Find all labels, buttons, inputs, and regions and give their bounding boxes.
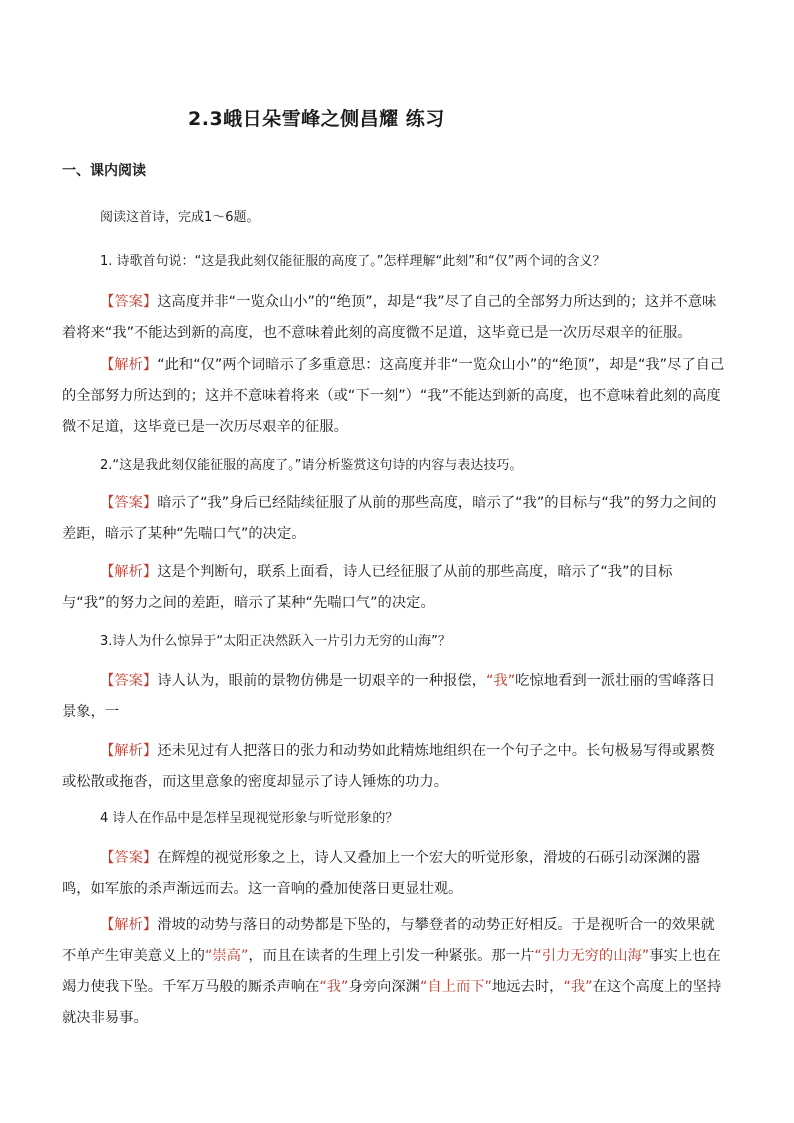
answer-text: 诗人认为，眼前的景物仿佛是一切艰辛的一种报偿， [157,673,487,689]
question-3: 3.诗人为什么惊异于“太阳正决然跃入一片引力无穷的山海”？ [100,634,451,649]
page-title: 2.3峨日朵雪峰之侧昌耀 练习 [188,108,445,130]
q2-answer [62,488,726,550]
analysis-highlight: “崇高” [204,948,249,964]
analysis-highlight: “我” [319,979,349,995]
analysis-tag: 【解析】 [100,564,158,580]
analysis-text: ，而且在读者的生理上引发一种紧张。那一片 [248,948,535,964]
answer-text: 这高度并非“一览众山小”的“绝顶”，却是“我”尽了自己的全部努力所达到的；这并不意味着将来“我”不能达到新的高度，也不意味着此刻的高度微不足道，这毕竟已是一次历尽艰辛的征服。 [62,294,717,341]
q4-answer [62,843,726,905]
section-heading: 一、课内阅读 [62,163,146,179]
analysis-tag: 【解析】 [100,917,158,933]
analysis-text: “此和“仅”两个词暗示了多重意思：这高度并非“一览众山小”的“绝顶”，却是“我”尽了自己的全部努力所达到的；这并不意味着将来（或“下一刻”）“我”不能达到新的高度，也不意味着此刻的高度微不足道，这毕竟已是一次历尽艰辛的征服。 [62,357,725,435]
q1-answer [62,287,726,349]
q3-analysis [62,736,726,798]
analysis-text: 这是个判断句，联系上面看，诗人已经征服了从前的那些高度，暗示了“我”的目标与“我”的努力之间的差距，暗示了某种“先喘口气”的决定。 [62,564,673,611]
analysis-highlight: “引力无穷的山海” [534,948,650,964]
analysis-text: 地远去时， [491,979,564,995]
reading-instruction: 阅读这首诗，完成1～6题。 [100,210,260,225]
analysis-highlight: “自上而下” [419,979,492,995]
analysis-text: 身旁向深渊 [348,979,420,995]
answer-text: 在辉煌的视觉形象之上，诗人又叠加上一个宏大的听觉形象，滑坡的石砾引动深渊的嚣鸣，如军旅的杀声渐远而去。这一音响的叠加使落日更显壮观。 [62,850,701,897]
answer-tag: 【答案】 [100,850,158,866]
analysis-text: 事实上也在竭力使我下坠。千军万马般的厮杀声响在 [62,948,721,995]
q4-analysis [62,910,726,1034]
q3-answer [62,666,726,728]
analysis-tag: 【解析】 [100,743,158,759]
analysis-text: 滑坡的动势与落日的动势都是下坠的，与攀登者的动势正好相反。于是视听合一的效果就不单产生审美意义上的 [62,917,715,964]
analysis-tag: 【解析】 [100,357,158,373]
question-1: 1. 诗歌首句说：“这是我此刻仅能征服的高度了。”怎样理解“此刻”和“仅”两个词的含义？ [100,254,606,269]
answer-highlight: “我” [486,673,516,689]
analysis-highlight: “我” [563,979,593,995]
q1-analysis [62,350,726,443]
answer-tag: 【答案】 [100,673,158,689]
question-2: 2.“这是我此刻仅能征服的高度了。”请分析鉴赏这句诗的内容与表达技巧。 [100,458,523,473]
answer-text: 暗示了“我”身后已经陆续征服了从前的那些高度，暗示了“我”的目标与“我”的努力之间的差距，暗示了某种“先喘口气”的决定。 [62,495,717,542]
analysis-text: 还未见过有人把落日的张力和动势如此精炼地组织在一个句子之中。长句极易写得或累赘或松散或拖沓，而这里意象的密度却显示了诗人锤炼的功力。 [62,743,715,790]
question-4: 4 诗人在作品中是怎样呈现视觉形象与听觉形象的？ [100,811,399,826]
q2-analysis [62,557,726,619]
analysis-text: 在这个高度上的坚持就决非易事。 [62,979,722,1026]
answer-text: 吃惊地看到一派壮丽的雪峰落日景象，一 [62,673,716,720]
answer-tag: 【答案】 [100,495,158,511]
answer-tag: 【答案】 [100,294,158,310]
